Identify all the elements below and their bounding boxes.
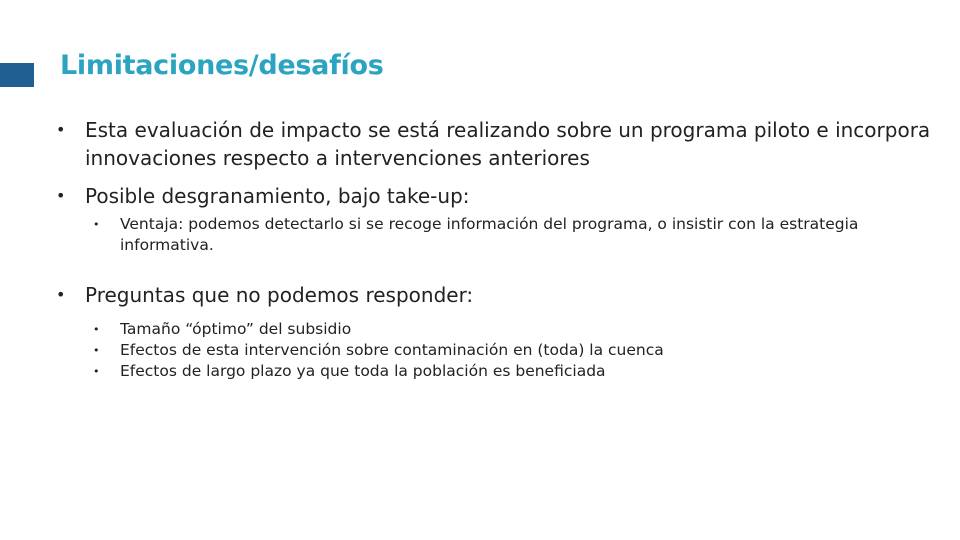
sub-bullet-item: [85, 361, 936, 382]
sub-bullet-marker: •: [93, 365, 100, 378]
sub-bullet-text: Efectos de esta intervención sobre contaminación en (toda) la cuenca: [120, 341, 664, 359]
bullet-text: Esta evaluación de impacto se está realizando sobre un programa piloto e incorpora innovaciones respecto a intervenciones anteriores: [85, 118, 931, 170]
sub-bullet-text: Ventaja: podemos detectarlo si se recoge información del programa, o insistir con la estrategia informativa.: [120, 215, 859, 254]
slide-body: [56, 116, 936, 382]
sub-bullet-text: Tamaño “óptimo” del subsidio: [120, 320, 352, 338]
slide-title: Limitaciones/desafíos: [60, 50, 384, 81]
bullet-item-3: [56, 281, 936, 382]
sub-bullet-text: Efectos de largo plazo ya que toda la población es beneficiada: [120, 362, 606, 380]
bullet-marker: •: [56, 285, 66, 304]
sub-bullet-item: [85, 214, 936, 256]
sub-bullet-marker: •: [93, 323, 100, 336]
sub-bullet-list: [85, 214, 936, 256]
bullet-item-2: [56, 182, 936, 256]
sub-bullet-marker: •: [93, 344, 100, 357]
title-accent-bar: [0, 63, 34, 87]
bullet-marker: •: [56, 120, 66, 139]
bullet-text: Preguntas que no podemos responder:: [85, 283, 474, 307]
sub-bullet-item: [85, 319, 936, 340]
bullet-marker: •: [56, 186, 66, 205]
sub-bullet-item: [85, 340, 936, 361]
bullet-text: Posible desgranamiento, bajo take-up:: [85, 184, 470, 208]
sub-bullet-list: [85, 319, 936, 382]
sub-bullet-marker: •: [93, 218, 100, 231]
bullet-item-1: [56, 116, 936, 172]
